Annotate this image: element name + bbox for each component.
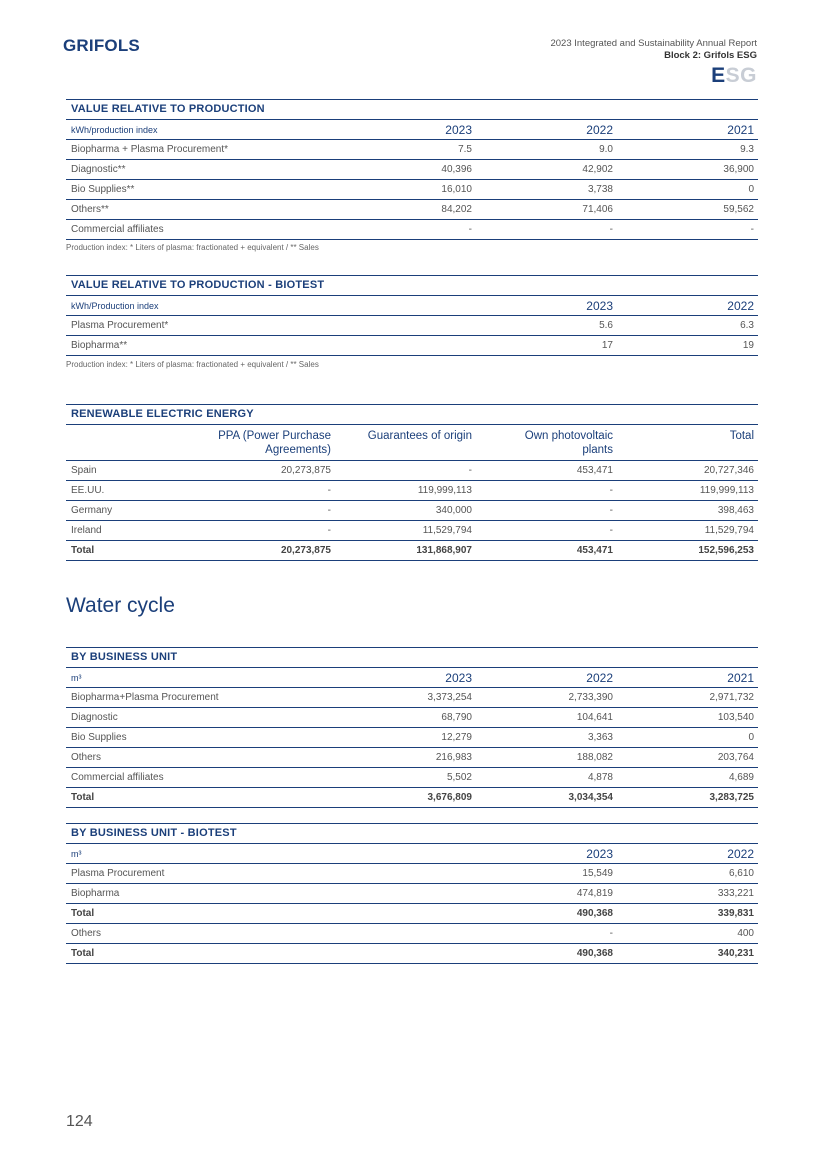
cell: 15,549: [582, 868, 613, 879]
cell: 6,610: [728, 868, 754, 879]
table-row: [66, 521, 758, 541]
table-row: [66, 316, 758, 336]
table-title: BY BUSINESS UNIT - BIOTEST: [66, 823, 758, 844]
cell: -: [750, 224, 754, 235]
cell: 42,902: [582, 164, 613, 175]
cell: 490,368: [576, 948, 613, 959]
row-label: Plasma Procurement: [71, 868, 165, 879]
cell: -: [327, 485, 331, 496]
cell: 17: [601, 340, 613, 351]
table-row: [66, 688, 758, 708]
table-title: BY BUSINESS UNIT: [66, 647, 758, 668]
cell: 339,831: [717, 908, 754, 919]
cell: 152,596,253: [698, 545, 754, 556]
table-header-row: [66, 120, 758, 140]
table-water-by-business-unit-biotest: [66, 823, 758, 964]
row-label: Others: [71, 752, 102, 763]
table-row: [66, 336, 758, 356]
cell: -: [609, 485, 613, 496]
cell: 71,406: [582, 204, 613, 215]
row-label: Bio Supplies: [71, 732, 127, 743]
cell: 3,738: [587, 184, 613, 195]
row-label: Biopharma**: [71, 340, 128, 351]
table-footnote: Production index: * Liters of plasma: fractionated + equivalent / ** Sales: [66, 360, 319, 369]
cell: 103,540: [717, 712, 754, 723]
cell: 119,999,113: [417, 485, 472, 496]
table-row: [66, 180, 758, 200]
cell: 3,363: [587, 732, 613, 743]
table-row: [66, 481, 758, 501]
table-row: [66, 140, 758, 160]
cell: -: [609, 505, 613, 516]
cell: 131,868,907: [416, 545, 472, 556]
table-title: VALUE RELATIVE TO PRODUCTION: [66, 99, 758, 120]
cell: 16,010: [441, 184, 472, 195]
table-row: [66, 160, 758, 180]
row-label: Biopharma + Plasma Procurement*: [71, 144, 229, 155]
cell: 11,529,794: [704, 525, 754, 536]
row-label: Ireland: [71, 525, 102, 536]
column-year: 2022: [586, 670, 613, 685]
cell: 188,082: [576, 752, 613, 763]
cell: 4,878: [587, 772, 613, 783]
table-total-row: [66, 944, 758, 964]
row-label: Diagnostic**: [71, 164, 126, 175]
cell: 119,999,113: [699, 485, 754, 496]
column-guarantees: Guarantees of origin: [367, 430, 472, 442]
cell: 216,983: [435, 752, 472, 763]
table-total-row: [66, 904, 758, 924]
cell: -: [609, 525, 613, 536]
table-row: [66, 884, 758, 904]
cell: 5.6: [599, 320, 613, 331]
cell: 203,764: [717, 752, 754, 763]
esg-badge: [550, 63, 757, 89]
row-label: Bio Supplies**: [71, 184, 135, 195]
table-header-row: [66, 844, 758, 864]
cell: 474,819: [576, 888, 613, 899]
unit-label: kWh/production index: [71, 124, 158, 135]
table-water-by-business-unit: [66, 647, 758, 808]
cell: -: [609, 224, 613, 235]
row-label: Total: [71, 908, 95, 919]
cell: 20,727,346: [703, 465, 754, 476]
cell: 3,034,354: [568, 792, 613, 803]
cell: 7.5: [458, 144, 472, 155]
column-photovoltaic: Own photovoltaic plants: [524, 430, 613, 456]
column-year: 2023: [445, 670, 472, 685]
cell: -: [468, 465, 472, 476]
row-label: Plasma Procurement*: [71, 320, 169, 331]
report-header: [550, 38, 757, 89]
table-row: [66, 220, 758, 240]
row-label: Commercial affiliates: [71, 224, 164, 235]
cell: 12,279: [441, 732, 472, 743]
block-title: Block 2: Grifols ESG: [664, 50, 757, 61]
cell: 0: [748, 184, 754, 195]
cell: 340,231: [717, 948, 754, 959]
cell: 20,273,875: [280, 545, 331, 556]
row-label: Biopharma+Plasma Procurement: [71, 692, 219, 703]
row-label: Commercial affiliates: [71, 772, 164, 783]
column-year: 2023: [445, 122, 472, 137]
row-label: Others: [71, 928, 102, 939]
table-row: [66, 864, 758, 884]
column-year: 2022: [727, 298, 754, 313]
row-label: Others**: [71, 204, 109, 215]
report-title: 2023 Integrated and Sustainability Annual Report: [550, 38, 757, 49]
table-row: [66, 501, 758, 521]
table-header-row: [66, 425, 758, 461]
cell: 104,641: [576, 712, 613, 723]
esg-e: E: [711, 64, 726, 87]
column-year: 2021: [727, 122, 754, 137]
row-label: Diagnostic: [71, 712, 118, 723]
cell: 0: [748, 732, 754, 743]
cell: 2,971,732: [709, 692, 754, 703]
column-year: 2022: [727, 846, 754, 861]
cell: 453,471: [576, 545, 613, 556]
row-label: EE.UU.: [71, 485, 105, 496]
column-total: Total: [729, 430, 754, 442]
cell: 4,689: [728, 772, 754, 783]
cell: -: [609, 928, 613, 939]
row-label: Total: [71, 948, 95, 959]
row-label: Biopharma: [71, 888, 120, 899]
table-total-row: [66, 788, 758, 808]
table-value-relative-production: [66, 99, 758, 240]
cell: 400: [737, 928, 754, 939]
table-title: VALUE RELATIVE TO PRODUCTION - BIOTEST: [66, 275, 758, 296]
table-header-row: [66, 296, 758, 316]
cell: 9.3: [740, 144, 754, 155]
grifols-logo: GRIFOLS: [63, 36, 140, 55]
table-title: RENEWABLE ELECTRIC ENERGY: [66, 404, 758, 425]
cell: -: [468, 224, 472, 235]
row-label: Total: [71, 792, 95, 803]
cell: 84,202: [441, 204, 472, 215]
cell: 3,373,254: [427, 692, 472, 703]
cell: 11,529,794: [422, 525, 472, 536]
row-label: Spain: [71, 465, 97, 476]
unit-label: m³: [71, 672, 82, 683]
cell: 398,463: [717, 505, 754, 516]
cell: 19: [742, 340, 754, 351]
section-title: Water cycle: [66, 594, 175, 617]
unit-label: m³: [71, 848, 82, 859]
cell: 6.3: [740, 320, 754, 331]
cell: 3,676,809: [427, 792, 472, 803]
unit-label: kWh/Production index: [71, 300, 159, 311]
cell: 36,900: [723, 164, 754, 175]
cell: 59,562: [723, 204, 754, 215]
cell: 2,733,390: [568, 692, 613, 703]
cell: 9.0: [599, 144, 613, 155]
row-label: Germany: [71, 505, 113, 516]
table-value-relative-production-biotest: [66, 275, 758, 356]
cell: 5,502: [446, 772, 472, 783]
column-year: 2021: [727, 670, 754, 685]
table-row: [66, 728, 758, 748]
esg-sg: SG: [725, 64, 757, 87]
table-footnote: Production index: * Liters of plasma: fractionated + equivalent / ** Sales: [66, 243, 319, 252]
table-row: [66, 748, 758, 768]
table-row: [66, 708, 758, 728]
cell: 340,000: [435, 505, 472, 516]
cell: 68,790: [441, 712, 472, 723]
table-total-row: [66, 541, 758, 561]
column-year: 2023: [586, 846, 613, 861]
cell: 3,283,725: [709, 792, 754, 803]
table-header-row: [66, 668, 758, 688]
row-label: Total: [71, 545, 95, 556]
cell: 453,471: [576, 465, 613, 476]
column-year: 2023: [586, 298, 613, 313]
cell: 333,221: [717, 888, 754, 899]
column-year: 2022: [586, 122, 613, 137]
cell: -: [327, 525, 331, 536]
table-row: [66, 768, 758, 788]
cell: 490,368: [576, 908, 613, 919]
table-renewable-electric-energy: [66, 404, 758, 561]
table-row: [66, 924, 758, 944]
page-number: 124: [66, 1113, 93, 1130]
table-row: [66, 461, 758, 481]
cell: 20,273,875: [280, 465, 331, 476]
cell: 40,396: [441, 164, 472, 175]
table-row: [66, 200, 758, 220]
column-ppa: PPA (Power Purchase Agreements): [218, 430, 331, 456]
cell: -: [327, 505, 331, 516]
